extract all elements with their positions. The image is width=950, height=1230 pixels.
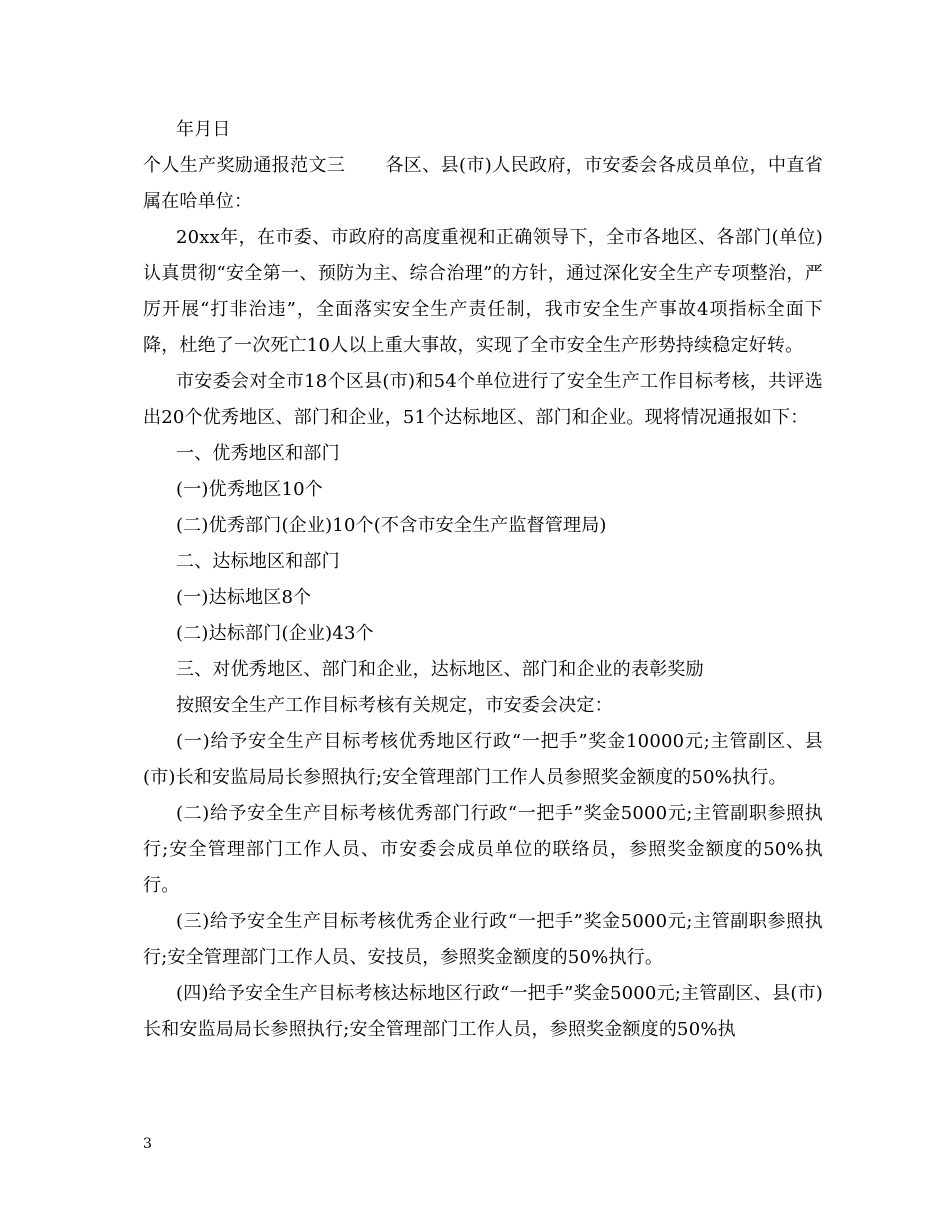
list-item-excellent-departments: (二)优秀部门(企业)10个(不含市安全生产监督管理局)	[176, 515, 607, 536]
paragraph-decision: 按照安全生产工作目标考核有关规定，市安委会决定：	[176, 695, 613, 716]
reward-item-4: (四)给予安全生产目标考核达标地区行政“一把手”奖金5000元;主管副区、县(市)长和安监局局长参照执行;安全管理部门工作人员，参照奖金额度的50%执	[143, 983, 823, 1040]
document-title: 个人生产奖励通报范文三	[143, 155, 346, 176]
list-item-excellent-regions: (一)优秀地区10个	[176, 479, 323, 500]
paragraph-overview: 20xx年，在市委、市政府的高度重视和正确领导下，全市各地区、各部门(单位)认真贯彻“安全第一、预防为主、综合治理”的方针，通过深化安全生产专项整治，严厉开展“打非治违”，全面落实安全生产责任制，我市安全生产事故4项指标全面下降，杜绝了一次死亡10人以上重大事故，实现了全市安全生产形势持续稳定好转。	[143, 227, 823, 356]
date-line: 年月日	[176, 119, 231, 140]
heading-qualified-regions: 二、达标地区和部门	[176, 551, 340, 572]
paragraph-assessment: 市安委会对全市18个区县(市)和54个单位进行了安全生产工作目标考核，共评选出20个优秀地区、部门和企业，51个达标地区、部门和企业。现将情况通报如下：	[143, 371, 823, 428]
recipients-line: 各区、县(市)人民政府，市安委会各成员单位，中直省属在哈单位：	[143, 155, 823, 212]
document-body	[143, 112, 823, 1048]
reward-item-2: (二)给予安全生产目标考核优秀部门行政“一把手”奖金5000元;主管副职参照执行;安全管理部门工作人员、市安委会成员单位的联络员，参照奖金额度的50%执行。	[143, 803, 823, 896]
reward-item-3: (三)给予安全生产目标考核优秀企业行政“一把手”奖金5000元;主管副职参照执行;安全管理部门工作人员、安技员，参照奖金额度的50%执行。	[143, 911, 823, 968]
heading-excellent-regions: 一、优秀地区和部门	[176, 443, 340, 464]
page-number: 3	[143, 1136, 152, 1152]
title-recipient-paragraph	[143, 148, 823, 220]
list-item-qualified-regions: (一)达标地区8个	[176, 587, 312, 608]
heading-rewards: 三、对优秀地区、部门和企业，达标地区、部门和企业的表彰奖励	[176, 659, 704, 680]
list-item-qualified-departments: (二)达标部门(企业)43个	[176, 623, 374, 644]
reward-item-1: (一)给予安全生产目标考核优秀地区行政“一把手”奖金10000元;主管副区、县(市)长和安监局局长参照执行;安全管理部门工作人员参照奖金额度的50%执行。	[143, 731, 823, 788]
